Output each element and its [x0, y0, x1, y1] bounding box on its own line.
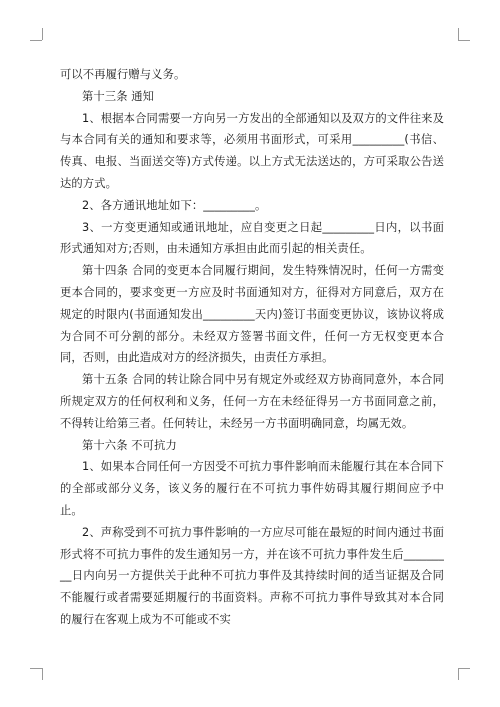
document-body	[60, 64, 444, 631]
paragraph-continuation: 可以不再履行赠与义务。	[60, 68, 186, 81]
paragraph-addresses: 2、各方通讯地址如下：_________。	[82, 198, 267, 212]
paragraph-force-majeure-2: 2、声称受到不可抗力事件影响的一方应尽可能在最短的时间内通过书面形式将不可抗力事件的发生通知另一方，并在该不可抗力事件发生后_________日内向另一方提供关于此种不可抗力事件及其持续时间的适当证据及合同不能履行或者需要延期履行的书面资料。声称不可抗力事件导致其对本合同的履行在客观上成为不可能或不实	[60, 525, 444, 626]
section-heading-article-16: 第十六条 不可抗力	[82, 438, 177, 452]
crop-mark-top-left	[42, 40, 43, 41]
paragraph-force-majeure-1: 1、如果本合同任何一方因受不可抗力事件影响而未能履行其在本合同下的全部或部分义务，该义务的履行在不可抗力事件妨碍其履行期间应予中止。	[60, 460, 444, 517]
crop-mark-top-right	[458, 40, 459, 41]
section-heading-article-13: 第十三条 通知	[82, 89, 155, 103]
paragraph-address-change: 3、一方变更通知或通讯地址，应自变更之日起_________日内，以书面形式通知对方;否则，由未通知方承担由此而引起的相关责任。	[60, 220, 444, 256]
paragraph-article-14-amendment: 第十四条 合同的变更本合同履行期间，发生特殊情况时，任何一方需变更本合同的，要求变更一方应及时书面通知对方，征得对方同意后，双方在规定的时限内(书面通知发出_________天内)签订书面变更协议，该协议将成为合同不可分割的部分。未经双方签署书面文件，任何一方无权变更本合同，否则，由此造成对方的经济损失，由责任方承担。	[60, 264, 444, 365]
paragraph-notice-method: 1、根据本合同需要一方向另一方发出的全部通知以及双方的文件往来及与本合同有关的通知和要求等，必须用书面形式，可采用_________(书信、传真、电报、当面送交等)方式传递。以上方式无法送达的，方可采取公告送达的方式。	[60, 111, 444, 190]
paragraph-article-15-assignment: 第十五条 合同的转让除合同中另有规定外或经双方协商同意外，本合同所规定双方的任何权利和义务，任何一方在未经征得另一方书面同意之前，不得转让给第三者。任何转让，未经另一方书面明确同意，均属无效。	[60, 373, 444, 430]
crop-mark-bottom-left	[42, 668, 43, 669]
crop-mark-bottom-right	[458, 668, 459, 669]
